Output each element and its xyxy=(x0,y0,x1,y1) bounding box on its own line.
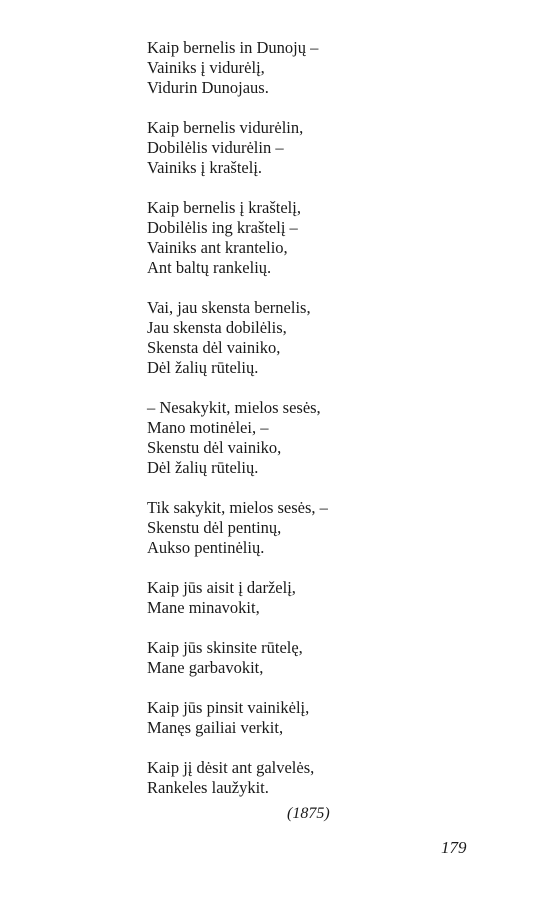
poem-line: Kaip bernelis į kraštelį, xyxy=(147,198,301,217)
poem-line: Tik sakykit, mielos sesės, – xyxy=(147,498,328,517)
poem-line: Ant baltų rankelių. xyxy=(147,258,272,277)
poem-line: Vainiks į kraštelį. xyxy=(147,158,263,177)
poem-line: Manęs gailiai verkit, xyxy=(147,718,284,737)
poem-line: Vidurin Dunojaus. xyxy=(147,78,269,97)
poem-line: Dobilėlis ing kraštelį – xyxy=(147,218,298,237)
poem-line: Kaip jį dėsit ant galvelės, xyxy=(147,758,315,777)
poem-line: Skensta dėl vainiko, xyxy=(147,338,281,357)
poem-line: Dobilėlis vidurėlin – xyxy=(147,138,284,157)
poem-line: Rankeles laužykit. xyxy=(147,778,269,797)
poem-year: (1875) xyxy=(287,805,330,822)
poem-line: Vai, jau skensta bernelis, xyxy=(147,298,311,317)
poem-line: Vainiks ant krantelio, xyxy=(147,238,288,257)
poem-text xyxy=(147,38,467,818)
stanza xyxy=(147,638,467,678)
stanza xyxy=(147,298,467,378)
poem-line: Aukso pentinėlių. xyxy=(147,538,265,557)
page-number: 179 xyxy=(441,838,467,857)
poem-line: Mano motinėlei, – xyxy=(147,418,269,437)
stanza xyxy=(147,578,467,618)
stanza xyxy=(147,698,467,738)
poem-line: Dėl žalių rūtelių. xyxy=(147,458,259,477)
stanza xyxy=(147,398,467,478)
poem-line: Kaip jūs pinsit vainikėlį, xyxy=(147,698,310,717)
poem-line: Skenstu dėl pentinų, xyxy=(147,518,282,537)
poem-line: Mane minavokit, xyxy=(147,598,260,617)
stanza xyxy=(147,118,467,178)
stanza xyxy=(147,758,467,798)
poem-line: – Nesakykit, mielos sesės, xyxy=(147,398,321,417)
poem-line: Kaip jūs skinsite rūtelę, xyxy=(147,638,303,657)
stanza xyxy=(147,198,467,278)
poem-line: Dėl žalių rūtelių. xyxy=(147,358,259,377)
poem-line: Skenstu dėl vainiko, xyxy=(147,438,282,457)
stanza xyxy=(147,38,467,98)
poem-line: Jau skensta dobilėlis, xyxy=(147,318,287,337)
poem-line: Vainiks į vidurėlį, xyxy=(147,58,265,77)
poem-line: Kaip bernelis vidurėlin, xyxy=(147,118,304,137)
poem-line: Kaip bernelis in Dunojų – xyxy=(147,38,319,57)
poem-line: Mane garbavokit, xyxy=(147,658,264,677)
poem-line: Kaip jūs aisit į darželį, xyxy=(147,578,296,597)
stanza xyxy=(147,498,467,558)
